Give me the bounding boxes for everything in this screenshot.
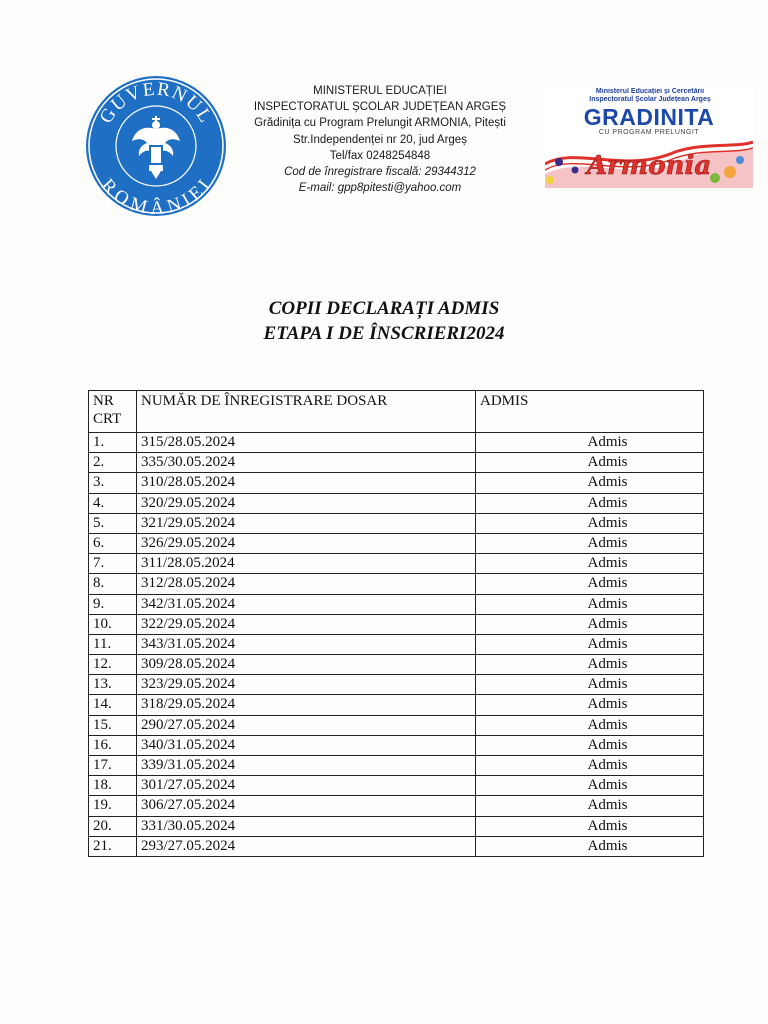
seal-text-top: GUVERNUL: [95, 78, 217, 128]
admission-status: Admis: [476, 756, 704, 776]
admission-status: Admis: [476, 473, 704, 493]
row-number: 8.: [89, 574, 137, 594]
table-row: [89, 554, 704, 574]
row-number: 4.: [89, 493, 137, 513]
table-row: [89, 836, 704, 856]
table-row: [89, 473, 704, 493]
column-header-nr-crt: NR CRT: [89, 391, 137, 433]
government-seal: [85, 75, 227, 217]
table-row: [89, 695, 704, 715]
registration-number: 339/31.05.2024: [137, 756, 476, 776]
registration-number: 340/31.05.2024: [137, 735, 476, 755]
registration-number: 343/31.05.2024: [137, 634, 476, 654]
admission-status: Admis: [476, 594, 704, 614]
admission-status: Admis: [476, 715, 704, 735]
registration-number: 310/28.05.2024: [137, 473, 476, 493]
title-line-2: ETAPA I DE ÎNSCRIERI2024: [263, 323, 505, 344]
admission-status: Admis: [476, 493, 704, 513]
registration-number: 306/27.05.2024: [137, 796, 476, 816]
logo-brand: GRADINITA: [583, 104, 715, 130]
admission-status: Admis: [476, 776, 704, 796]
table-row: [89, 453, 704, 473]
table-row: [89, 715, 704, 735]
logo-artwork: [545, 134, 753, 188]
registration-number: 309/28.05.2024: [137, 655, 476, 675]
header-line: Grădinița cu Program Prelungit ARMONIA, Pitești: [254, 117, 506, 130]
table-row: [89, 634, 704, 654]
row-number: 3.: [89, 473, 137, 493]
logo-ministry-line: Inspectoratul Școlar Județean Argeș: [589, 95, 711, 103]
column-header-admis: ADMIS: [476, 391, 704, 433]
row-number: 7.: [89, 554, 137, 574]
fiscal-code: Cod de înregistrare fiscală: 29344312: [284, 166, 476, 179]
table-row: [89, 493, 704, 513]
row-number: 12.: [89, 655, 137, 675]
seal-text-bottom: ROMÂNIEI: [96, 174, 216, 217]
music-note-icon: [555, 158, 563, 166]
registration-number: 342/31.05.2024: [137, 594, 476, 614]
kindergarten-logo: [545, 88, 753, 188]
registration-number: 326/29.05.2024: [137, 533, 476, 553]
table-row: [89, 574, 704, 594]
row-number: 18.: [89, 776, 137, 796]
admission-status: Admis: [476, 695, 704, 715]
table-row: [89, 513, 704, 533]
header-line: INSPECTORATUL ȘCOLAR JUDEȚEAN ARGEȘ: [253, 101, 507, 114]
admission-status: Admis: [476, 533, 704, 553]
admission-status: Admis: [476, 675, 704, 695]
registration-number: 311/28.05.2024: [137, 554, 476, 574]
row-number: 14.: [89, 695, 137, 715]
registration-number: 318/29.05.2024: [137, 695, 476, 715]
row-number: 15.: [89, 715, 137, 735]
admission-status: Admis: [476, 836, 704, 856]
row-number: 13.: [89, 675, 137, 695]
row-number: 6.: [89, 533, 137, 553]
logo-ministry-line: Ministerul Educației și Cercetării: [595, 88, 705, 95]
header-line: Str.Independenței nr 20, jud Argeș: [293, 133, 467, 146]
registration-number: 322/29.05.2024: [137, 614, 476, 634]
table-row: [89, 533, 704, 553]
table-row: [89, 776, 704, 796]
table-row: [89, 433, 704, 453]
row-number: 2.: [89, 453, 137, 473]
table-row: [89, 796, 704, 816]
table-body: [89, 433, 704, 857]
music-note-icon: [572, 167, 579, 174]
registration-number: 321/29.05.2024: [137, 513, 476, 533]
registration-number: 320/29.05.2024: [137, 493, 476, 513]
table-row: [89, 594, 704, 614]
row-number: 9.: [89, 594, 137, 614]
column-header-registration-number: NUMĂR DE ÎNREGISTRARE DOSAR: [137, 391, 476, 433]
row-number: 1.: [89, 433, 137, 453]
table-row: [89, 655, 704, 675]
table-row: [89, 756, 704, 776]
row-number: 5.: [89, 513, 137, 533]
table-row: [89, 675, 704, 695]
table-header-row: [89, 391, 704, 433]
document-title: [0, 296, 768, 346]
row-number: 11.: [89, 634, 137, 654]
logo-name: Armonia: [586, 151, 712, 181]
admission-status: Admis: [476, 614, 704, 634]
admission-status: Admis: [476, 655, 704, 675]
registration-number: 323/29.05.2024: [137, 675, 476, 695]
registration-number: 315/28.05.2024: [137, 433, 476, 453]
row-number: 19.: [89, 796, 137, 816]
admission-status: Admis: [476, 634, 704, 654]
row-number: 21.: [89, 836, 137, 856]
row-number: 16.: [89, 735, 137, 755]
registration-number: 290/27.05.2024: [137, 715, 476, 735]
header-line: Tel/fax 0248254848: [329, 149, 431, 162]
admission-status: Admis: [476, 796, 704, 816]
title-line-1: COPII DECLARAȚI ADMIS: [268, 298, 500, 319]
table-row: [89, 735, 704, 755]
row-number: 10.: [89, 614, 137, 634]
admission-status: Admis: [476, 735, 704, 755]
admission-status: Admis: [476, 453, 704, 473]
institution-header: [245, 83, 515, 196]
admission-status: Admis: [476, 554, 704, 574]
admission-status: Admis: [476, 433, 704, 453]
table-row: [89, 614, 704, 634]
registration-number: 335/30.05.2024: [137, 453, 476, 473]
registration-number: 293/27.05.2024: [137, 836, 476, 856]
row-number: 17.: [89, 756, 137, 776]
row-number: 20.: [89, 816, 137, 836]
admission-status: Admis: [476, 816, 704, 836]
email-address: E-mail: gpp8pitesti@yahoo.com: [298, 182, 462, 195]
admission-table: [88, 390, 704, 857]
admission-status: Admis: [476, 574, 704, 594]
header-line: MINISTERUL EDUCAȚIEI: [313, 85, 447, 97]
admission-status: Admis: [476, 513, 704, 533]
table-row: [89, 816, 704, 836]
registration-number: 331/30.05.2024: [137, 816, 476, 836]
logo-subtitle: CU PROGRAM PRELUNGIT: [598, 129, 700, 136]
registration-number: 312/28.05.2024: [137, 574, 476, 594]
logo-ministry-text: [565, 88, 735, 103]
registration-number: 301/27.05.2024: [137, 776, 476, 796]
